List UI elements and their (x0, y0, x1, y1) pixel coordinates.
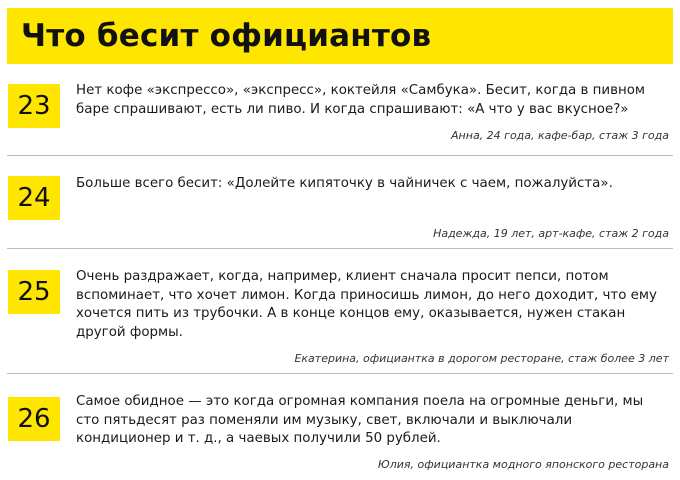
entry-author: Екатерина, официантка в дорогом ресторане, стаж более 3 лет (294, 352, 669, 365)
entry-quote: Очень раздражает, когда, например, клиент сначала просит пепси, потом вспоминает, что хочет лимон. Когда приносишь лимон, до него доходит, что ему хочется пить из трубочки. А в конце концов ему, оказывается, нужен стакан другой формы. (76, 269, 657, 340)
entry-number-badge: 24 (8, 176, 60, 220)
page-title: Что бесит официантов (21, 18, 432, 54)
title-banner (7, 8, 673, 64)
entry-author: Юлия, официантка модного японского ресторана (377, 458, 669, 471)
entry-number-badge: 23 (8, 84, 60, 128)
list-item (7, 156, 673, 249)
entry-number-badge: 26 (8, 397, 60, 441)
entry-author: Анна, 24 года, кафе-бар, стаж 3 года (451, 129, 669, 142)
entry-author: Надежда, 19 лет, арт-кафе, стаж 2 года (433, 227, 669, 240)
entry-quote: Нет кофе «экспрессо», «экспресс», коктейля «Самбука». Бесит, когда в пивном баре спрашивают, есть ли пиво. И когда спрашивают: «А что у вас вкусное?» (76, 83, 646, 117)
list-item (7, 72, 673, 156)
entry-number-badge: 25 (8, 270, 60, 314)
list-item (7, 374, 673, 480)
entry-quote: Больше всего бесит: «Долейте кипяточку в чайничек с чаем, пожалуйста». (76, 176, 613, 191)
entry-quote: Самое обидное — это когда огромная компания поела на огромные деньги, мы сто пятьдесят раз поменяли им музыку, свет, включали и выключали кондиционер и т. д., а чаевых получили 50 рублей. (76, 394, 644, 446)
entries-list (7, 72, 673, 480)
list-item (7, 249, 673, 374)
